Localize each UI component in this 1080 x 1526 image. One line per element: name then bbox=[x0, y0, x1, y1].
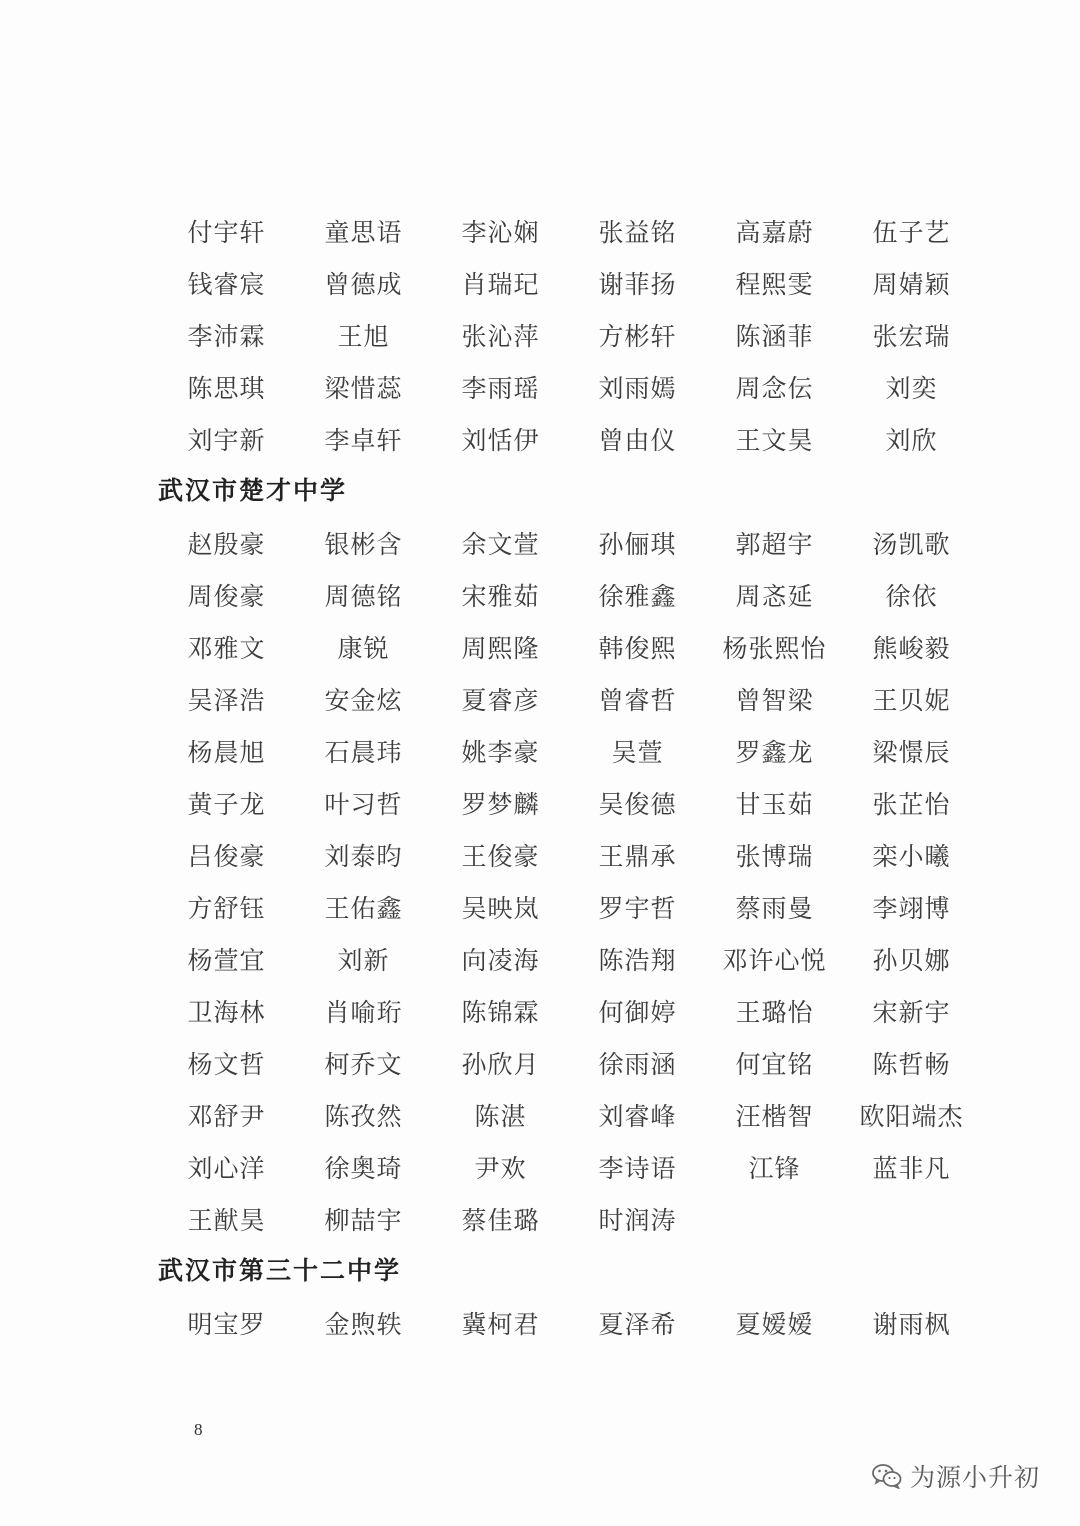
student-name: 邓雅文 bbox=[187, 634, 266, 663]
student-name: 蔡佳璐 bbox=[461, 1206, 540, 1235]
name-row bbox=[158, 205, 988, 257]
student-name: 郭超宇 bbox=[735, 530, 814, 559]
student-name: 柳喆宇 bbox=[324, 1206, 403, 1235]
student-name: 吴泽浩 bbox=[187, 686, 266, 715]
student-name: 陈孜然 bbox=[324, 1102, 403, 1131]
student-name: 孙欣月 bbox=[461, 1050, 540, 1079]
name-row bbox=[158, 1297, 988, 1349]
student-name: 刘欣 bbox=[885, 426, 938, 455]
student-name: 夏睿彦 bbox=[461, 686, 540, 715]
student-name: 程熙雯 bbox=[735, 270, 814, 299]
name-row bbox=[158, 777, 988, 829]
student-name: 邓舒尹 bbox=[187, 1102, 266, 1131]
student-name: 方舒钰 bbox=[187, 894, 266, 923]
student-name: 姚李豪 bbox=[461, 738, 540, 767]
student-name: 何宜铭 bbox=[735, 1050, 814, 1079]
student-name: 张芷怡 bbox=[872, 790, 951, 819]
student-name: 栾小曦 bbox=[872, 842, 951, 871]
student-name: 刘恬伊 bbox=[461, 426, 540, 455]
student-name: 刘宇新 bbox=[187, 426, 266, 455]
student-name: 汪楷智 bbox=[735, 1102, 814, 1131]
student-name: 曾由仪 bbox=[598, 426, 677, 455]
student-name: 王鼎承 bbox=[598, 842, 677, 871]
student-name: 张益铭 bbox=[598, 218, 677, 247]
student-name: 赵殷豪 bbox=[187, 530, 266, 559]
student-name: 甘玉茹 bbox=[735, 790, 814, 819]
student-name: 吴俊德 bbox=[598, 790, 677, 819]
student-name: 谢菲扬 bbox=[598, 270, 677, 299]
student-name: 周熙隆 bbox=[461, 634, 540, 663]
student-name: 刘泰昀 bbox=[324, 842, 403, 871]
student-name: 吕俊豪 bbox=[187, 842, 266, 871]
student-name: 刘睿峰 bbox=[598, 1102, 677, 1131]
name-row bbox=[158, 829, 988, 881]
student-name: 陈思琪 bbox=[187, 374, 266, 403]
student-name: 徐依 bbox=[885, 582, 938, 611]
student-name: 王旭 bbox=[337, 322, 390, 351]
name-row bbox=[158, 309, 988, 361]
school-heading: 武汉市楚才中学 bbox=[158, 476, 348, 505]
student-name: 金煦轶 bbox=[324, 1310, 403, 1339]
student-name: 张博瑞 bbox=[735, 842, 814, 871]
name-list bbox=[158, 205, 988, 1349]
student-name: 江锋 bbox=[748, 1154, 801, 1183]
student-name: 夏嫒嫒 bbox=[735, 1310, 814, 1339]
student-name: 宋新宇 bbox=[872, 998, 951, 1027]
student-name: 何御婷 bbox=[598, 998, 677, 1027]
student-name: 银彬含 bbox=[324, 530, 403, 559]
student-name: 刘心洋 bbox=[187, 1154, 266, 1183]
student-name: 王佑鑫 bbox=[324, 894, 403, 923]
student-name: 刘新 bbox=[337, 946, 390, 975]
name-row bbox=[158, 1089, 988, 1141]
student-name: 陈涵菲 bbox=[735, 322, 814, 351]
student-name: 曾德成 bbox=[324, 270, 403, 299]
student-name: 徐奥琦 bbox=[324, 1154, 403, 1183]
student-name: 方彬轩 bbox=[598, 322, 677, 351]
student-name: 陈哲畅 bbox=[872, 1050, 951, 1079]
student-name: 孙贝娜 bbox=[872, 946, 951, 975]
name-row bbox=[158, 933, 988, 985]
student-name: 杨文哲 bbox=[187, 1050, 266, 1079]
student-name: 徐雅鑫 bbox=[598, 582, 677, 611]
school-heading: 武汉市第三十二中学 bbox=[158, 1256, 402, 1285]
student-name: 李诗语 bbox=[598, 1154, 677, 1183]
student-name: 徐雨涵 bbox=[598, 1050, 677, 1079]
student-name: 梁憬辰 bbox=[872, 738, 951, 767]
student-name: 高嘉蔚 bbox=[735, 218, 814, 247]
student-name: 冀柯君 bbox=[461, 1310, 540, 1339]
name-row bbox=[158, 985, 988, 1037]
student-name: 向凌海 bbox=[461, 946, 540, 975]
student-name: 蓝非凡 bbox=[872, 1154, 951, 1183]
student-name: 邓许心悦 bbox=[722, 946, 827, 975]
student-name: 吴映岚 bbox=[461, 894, 540, 923]
student-name: 周俊豪 bbox=[187, 582, 266, 611]
student-name: 石晨玮 bbox=[324, 738, 403, 767]
student-name: 肖喻珩 bbox=[324, 998, 403, 1027]
name-row bbox=[158, 673, 988, 725]
name-row bbox=[158, 1141, 988, 1193]
student-name: 杨晨旭 bbox=[187, 738, 266, 767]
student-name: 罗宇哲 bbox=[598, 894, 677, 923]
student-name: 周念伝 bbox=[735, 374, 814, 403]
student-name: 周婧颖 bbox=[872, 270, 951, 299]
name-row bbox=[158, 621, 988, 673]
name-row bbox=[158, 881, 988, 933]
student-name: 张沁萍 bbox=[461, 322, 540, 351]
watermark bbox=[872, 1456, 1040, 1496]
student-name: 王猷昊 bbox=[187, 1206, 266, 1235]
student-name: 宋雅茹 bbox=[461, 582, 540, 611]
student-name: 黄子龙 bbox=[187, 790, 266, 819]
student-name: 谢雨枫 bbox=[872, 1310, 951, 1339]
student-name: 吴萱 bbox=[611, 738, 664, 767]
student-name: 张宏瑞 bbox=[872, 322, 951, 351]
name-row bbox=[158, 725, 988, 777]
student-name: 杨萱宜 bbox=[187, 946, 266, 975]
name-row bbox=[158, 569, 988, 621]
student-name: 尹欢 bbox=[474, 1154, 527, 1183]
student-name: 孙俪琪 bbox=[598, 530, 677, 559]
student-name: 陈湛 bbox=[474, 1102, 527, 1131]
page-number: 8 bbox=[194, 1420, 203, 1439]
name-row bbox=[158, 361, 988, 413]
student-name: 汤凯歌 bbox=[872, 530, 951, 559]
student-name: 李沁娴 bbox=[461, 218, 540, 247]
student-name: 曾智梁 bbox=[735, 686, 814, 715]
student-name: 明宝罗 bbox=[187, 1310, 266, 1339]
student-name: 安金炫 bbox=[324, 686, 403, 715]
name-row bbox=[158, 1193, 988, 1245]
student-name: 王俊豪 bbox=[461, 842, 540, 871]
student-name: 王璐怡 bbox=[735, 998, 814, 1027]
student-name: 李沛霖 bbox=[187, 322, 266, 351]
name-row bbox=[158, 413, 988, 465]
student-name: 陈浩翔 bbox=[598, 946, 677, 975]
student-name: 肖瑞玘 bbox=[461, 270, 540, 299]
student-name: 钱睿宸 bbox=[187, 270, 266, 299]
wechat-icon bbox=[872, 1463, 902, 1489]
watermark-label: 为源小升初 bbox=[910, 1463, 1041, 1492]
student-name: 熊峻毅 bbox=[872, 634, 951, 663]
student-name: 杨张熙怡 bbox=[722, 634, 827, 663]
student-name: 伍子艺 bbox=[872, 218, 951, 247]
student-name: 陈锦霖 bbox=[461, 998, 540, 1027]
student-name: 蔡雨曼 bbox=[735, 894, 814, 923]
student-name: 罗梦麟 bbox=[461, 790, 540, 819]
name-row bbox=[158, 1037, 988, 1089]
name-row bbox=[158, 517, 988, 569]
student-name: 韩俊熙 bbox=[598, 634, 677, 663]
student-name: 付宇轩 bbox=[187, 218, 266, 247]
student-name: 叶习哲 bbox=[324, 790, 403, 819]
student-name: 柯乔文 bbox=[324, 1050, 403, 1079]
student-name: 康锐 bbox=[337, 634, 390, 663]
student-name: 余文萱 bbox=[461, 530, 540, 559]
student-name: 曾睿哲 bbox=[598, 686, 677, 715]
student-name: 时润涛 bbox=[598, 1206, 677, 1235]
student-name: 李翊博 bbox=[872, 894, 951, 923]
student-name: 王文昊 bbox=[735, 426, 814, 455]
student-name: 王贝妮 bbox=[872, 686, 951, 715]
student-name: 罗鑫龙 bbox=[735, 738, 814, 767]
name-row bbox=[158, 257, 988, 309]
student-name: 卫海林 bbox=[187, 998, 266, 1027]
student-name: 刘奕 bbox=[885, 374, 938, 403]
student-name: 周德铭 bbox=[324, 582, 403, 611]
student-name: 梁惜蕊 bbox=[324, 374, 403, 403]
student-name: 欧阳端杰 bbox=[859, 1102, 964, 1131]
student-name: 周忞延 bbox=[735, 582, 814, 611]
student-name: 李雨瑶 bbox=[461, 374, 540, 403]
student-name: 刘雨嫣 bbox=[598, 374, 677, 403]
student-name: 夏泽希 bbox=[598, 1310, 677, 1339]
student-name: 李卓轩 bbox=[324, 426, 403, 455]
student-name: 童思语 bbox=[324, 218, 403, 247]
